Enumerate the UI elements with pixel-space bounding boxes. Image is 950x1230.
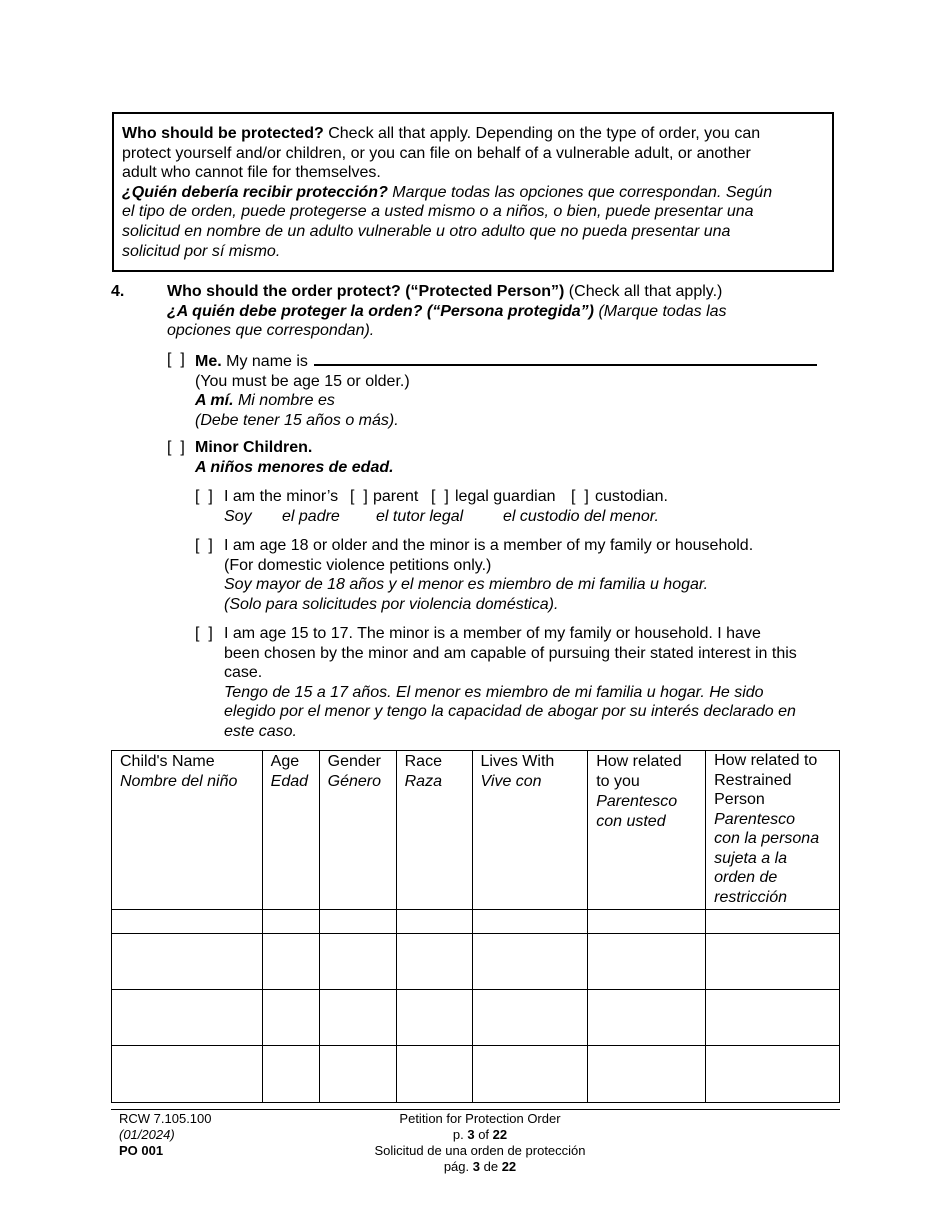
intro-es-heading: ¿Quién debería recibir protección? [122,183,388,201]
footer-rcw: RCW 7.105.100 [119,1111,212,1126]
minor-checkbox[interactable]: [ ] [167,439,185,456]
table-row [112,910,840,934]
age-18-option: I am age 18 or older and the minor is a member of my family or household. (For domestic violence petitions only.) Soy mayor de 18 años y el menor es miembro de mi familia u hogar. (Solo para solicitudes por violencia doméstica). [224,537,754,613]
footer-title-es: Solicitud de una orden de protección [374,1143,586,1158]
intro-en-heading: Who should be protected? [122,125,324,142]
me-checkbox[interactable]: [ ] [167,351,185,368]
col-header-age: Age Edad [262,751,319,910]
page-footer [111,1109,840,1174]
footer-page-en: p. 3 of 22 [452,1127,508,1142]
relationship-option: I am the minor’s [ ] parent [ ] legal guardian [ ] custodian. Soy el padre el tutor legal el custodio del menor. [224,488,668,525]
col-header-lives-with: Lives With Vive con [472,751,588,910]
me-option: Me. My name is (You must be age 15 or older.) A mí. Mi nombre es (Debe tener 15 años o más). [195,350,817,430]
col-header-related-restrained: How related to Restrained Person Parentesco con la persona sujeta a la orden de restricción [706,751,840,910]
footer-form: PO 001 [119,1143,164,1158]
table-header-row [112,751,840,910]
col-header-related-you: How related to you Parentesco con usted [588,751,706,910]
footer-page-es: pág. 3 de 22 [443,1159,517,1174]
custodian-checkbox[interactable]: [ ] [571,488,589,505]
col-header-gender: Gender Género [319,751,396,910]
table-row [112,1046,840,1103]
children-table [111,750,840,1103]
section-4-heading: Who should the order protect? (“Protected Person”) (Check all that apply.) ¿A quién debe proteger la orden? (“Persona protegida”) (Marque todas las opciones que correspondan). [167,283,727,340]
footer-title-en: Petition for Protection Order [399,1111,561,1126]
intro-box: Who should be protected? Check all that apply. Depending on the type of order, you can protect yourself and/or children, or you can file on behalf of a vulnerable adult, or another adult who cannot file for themselves. ¿Quién debería recibir protección? Marque todas las opciones que correspondan. Según el tipo de orden, puede protegerse a usted mismo o a niños, o bien, puede presentar una solicitud en nombre de un adulto vulnerable u otro adulto que no pueda presentar una solicitud por sí mismo. [112,112,834,272]
opt1-checkbox[interactable]: [ ] [195,488,213,505]
footer-date: (01/2024) [119,1127,175,1142]
age-15-17-option: I am age 15 to 17. The minor is a member of my family or household. I have been chosen by the minor and am capable of pursuing their stated interest in this case. Tengo de 15 a 17 años. El menor es miembro de mi familia u hogar. He sido elegido por el menor y tengo la capacidad de abogar por su interés declarado en este caso. [224,625,797,740]
section-number: 4. [111,283,125,300]
table-row [112,990,840,1046]
table-row [112,934,840,990]
opt2-checkbox[interactable]: [ ] [195,537,213,554]
col-header-race: Race Raza [396,751,472,910]
opt3-checkbox[interactable]: [ ] [195,625,213,642]
col-header-name: Child's Name Nombre del niño [112,751,263,910]
parent-checkbox[interactable]: [ ] [350,488,368,505]
minor-option: Minor Children. A niños menores de edad. [195,439,394,476]
guardian-checkbox[interactable]: [ ] [431,488,449,505]
name-field[interactable] [314,350,817,366]
